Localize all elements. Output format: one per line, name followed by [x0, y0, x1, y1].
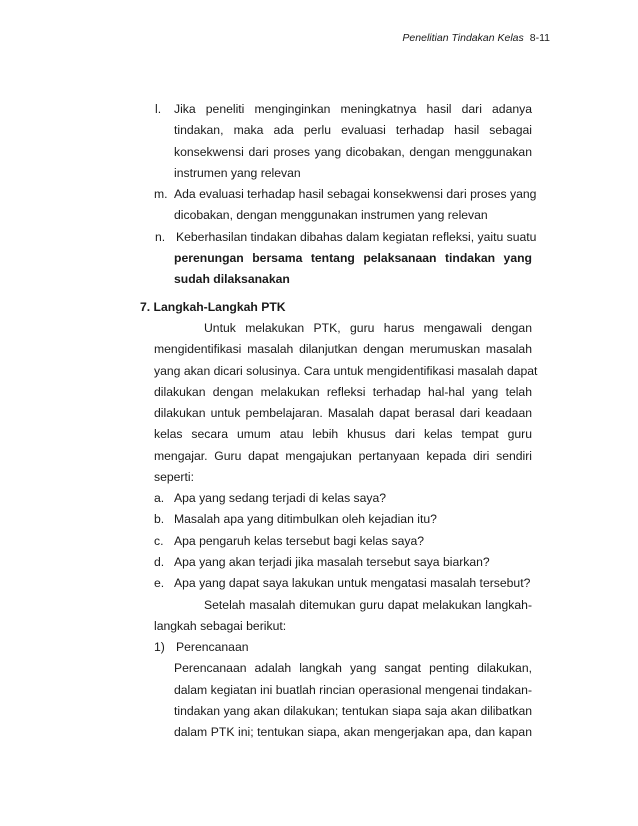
paragraph-line: langkah sebagai berikut:: [154, 618, 287, 633]
step-line: dalam PTK ini; tentukan siapa, akan mengerjakan apa, dan kapan: [174, 725, 532, 739]
question-text: Apa pengaruh kelas tersebut bagi kelas saya?: [174, 533, 425, 548]
paragraph-line: Untuk melakukan PTK, guru harus mengawali dengan: [204, 321, 532, 336]
step-title: Perencanaan: [176, 640, 249, 654]
section-heading: 7. Langkah-Langkah PTK: [140, 299, 286, 314]
item-m-line: Ada evaluasi terhadap hasil sebagai konsekwensi dari proses yang: [174, 187, 537, 201]
paragraph-line: seperti:: [154, 469, 194, 484]
step-line: tindakan yang akan dilakukan; tentukan siapa saja akan dilibatkan: [174, 703, 532, 718]
paragraph-line: dilakukan dengan melakukan refleksi terhadap hal-hal yang telah: [154, 384, 532, 399]
question-marker: b.: [154, 512, 165, 527]
step-line: dalam kegiatan ini buatlah rincian operasional mengenai tindakan-: [174, 682, 532, 697]
step-line: Perencanaan adalah langkah yang sangat penting dilakukan,: [174, 661, 532, 676]
paragraph-line: mengidentifikasi masalah dilanjutkan dengan merumuskan masalah: [154, 342, 532, 357]
paragraph-line: mengajar. Guru dapat mengajukan pertanyaan kepada diri sendiri: [154, 448, 532, 463]
question-marker: e.: [154, 576, 165, 591]
question-text: Masalah apa yang ditimbulkan oleh kejadian itu?: [174, 512, 437, 527]
item-n-line: Keberhasilan tindakan dibahas dalam kegiatan refleksi, yaitu suatu: [176, 229, 537, 244]
question-marker: d.: [154, 554, 165, 569]
question-text: Apa yang akan terjadi jika masalah tersebut saya biarkan?: [174, 554, 490, 569]
item-l-line: konsekwensi dari proses yang dicobakan, dengan menggunakan: [174, 144, 532, 159]
page-number: 8-11: [529, 32, 550, 44]
item-l-line: tindakan, maka ada perlu evaluasi terhadap hasil sebagai: [174, 123, 532, 138]
question-marker: c.: [154, 533, 164, 548]
page-header: [402, 32, 550, 44]
question-text: Apa yang dapat saya lakukan untuk mengatasi masalah tersebut?: [174, 576, 531, 591]
paragraph-line: kelas secara umum atau lebih khusus dari kelas tempat guru: [154, 427, 532, 442]
question-text: Apa yang sedang terjadi di kelas saya?: [174, 491, 387, 506]
header-title: Penelitian Tindakan Kelas: [402, 32, 524, 44]
paragraph-line: Setelah masalah ditemukan guru dapat melakukan langkah-: [204, 597, 532, 612]
item-marker-n: n.: [155, 229, 166, 244]
item-marker-l: l.: [155, 102, 162, 116]
item-marker-m: m.: [154, 187, 168, 201]
item-n-line-bold: sudah dilaksanakan: [174, 272, 290, 287]
paragraph-line: dilakukan untuk pembelajaran. Masalah dapat berasal dari keadaan: [154, 406, 532, 421]
paragraph-line: yang akan dicari solusinya. Cara untuk mengidentifikasi masalah dapat: [154, 363, 538, 378]
step-marker: 1): [154, 640, 165, 654]
item-l-line: instrumen yang relevan: [174, 165, 301, 180]
item-n-line-bold: perenungan bersama tentang pelaksanaan tindakan yang: [174, 250, 532, 265]
question-marker: a.: [154, 491, 165, 506]
item-l-line: Jika peneliti menginginkan meningkatnya hasil dari adanya: [174, 102, 532, 116]
item-m-line: dicobakan, dengan menggunakan instrumen yang relevan: [174, 208, 488, 223]
